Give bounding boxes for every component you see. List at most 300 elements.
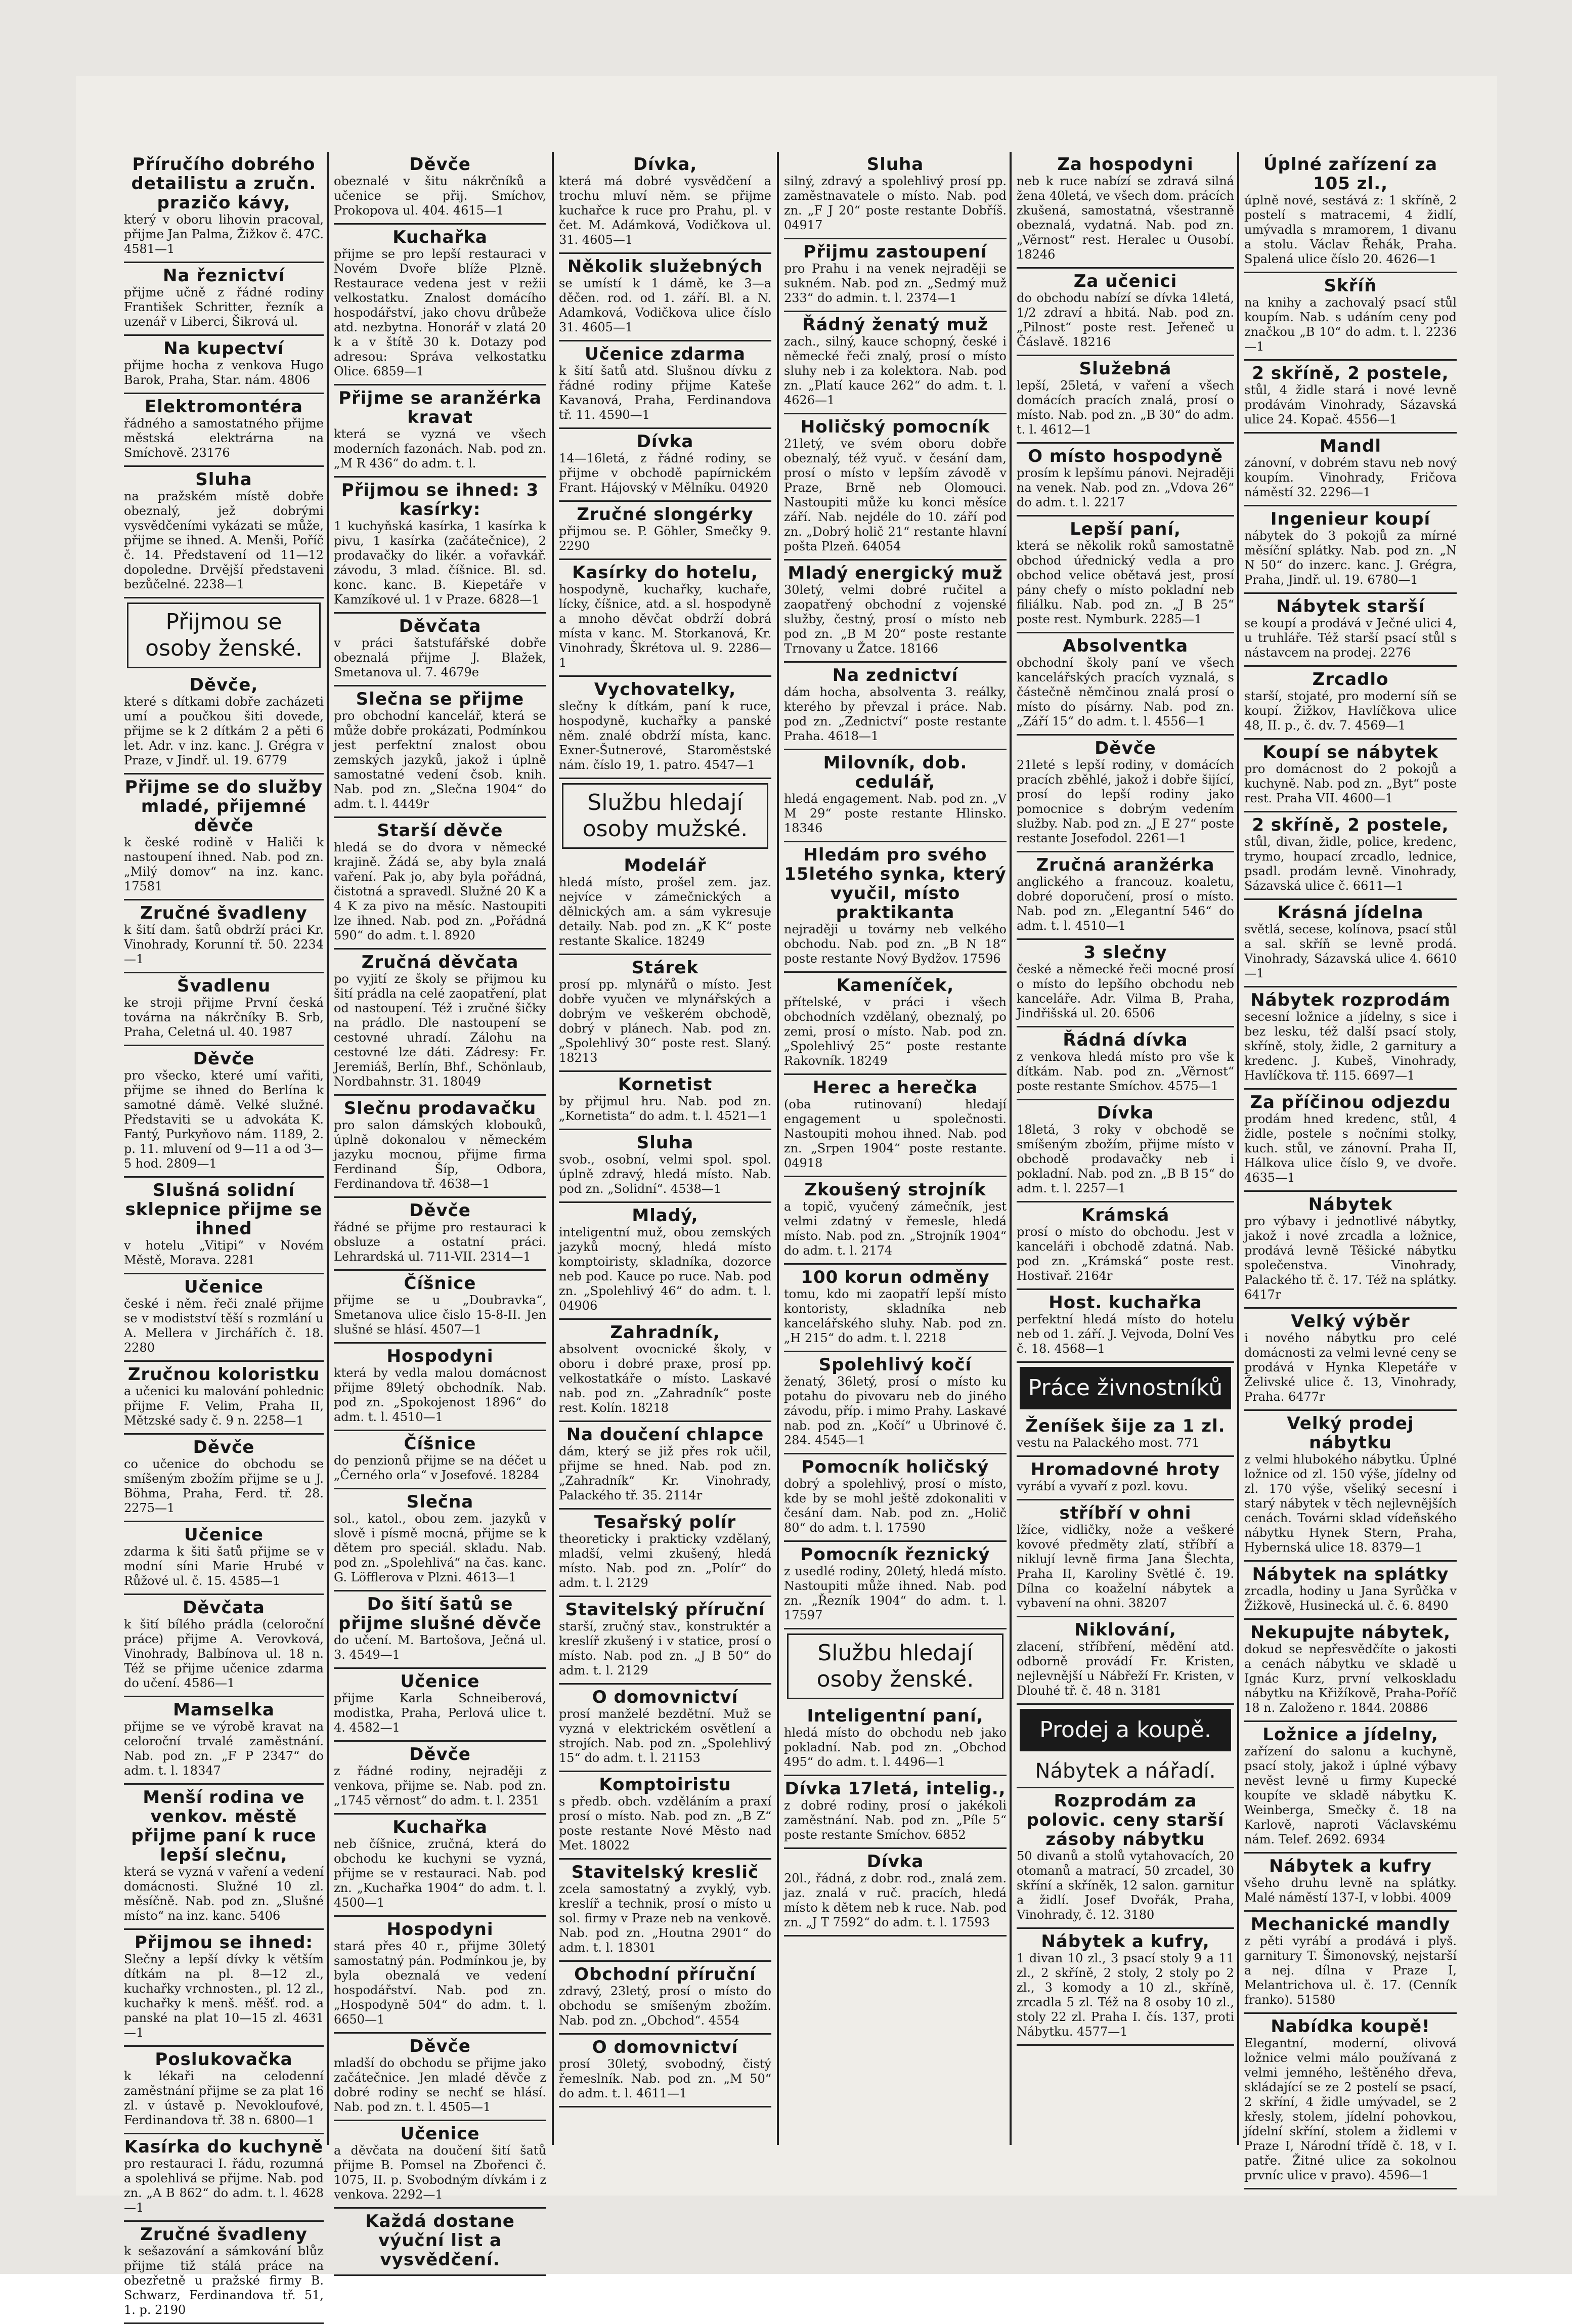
ad-title: Několik služebných	[567, 256, 763, 277]
ad-title: Lepší paní,	[1070, 519, 1181, 539]
classified-ad	[124, 2222, 324, 2324]
classified-ad	[334, 152, 546, 225]
ad-title: Inteligentní paní,	[807, 1706, 984, 1726]
ad-title: Tesařský polír	[594, 1512, 736, 1532]
classified-ad	[559, 1510, 771, 1597]
ad-title: Učenice	[184, 1277, 264, 1297]
ad-body: řádné se přijme pro restauraci k obsluze a ostatní práci. Lehrardská ul. 711-VII. 2314—1	[334, 1220, 546, 1264]
classified-ad	[1244, 1620, 1457, 1722]
ad-body: absolvent ovocnické školy, v oboru i dobré praxe, prosí pp. velkostatkáře o místo. Laskavé nab. pod zn. „Zahradník“ poste rest. Kolín. 18218	[559, 1342, 771, 1415]
classified-ad	[334, 1271, 546, 1344]
ad-body: pro výbavy i jednotlivé nábytky, jakož i nové zrcadla a ložnice, prodává levně Těšické nábytku společenstva. Vinohrady, Palackého tř. č. 17. Též na splátky. 6417r	[1244, 1214, 1457, 1302]
ad-title: Učenice	[184, 1525, 264, 1545]
classified-ad	[334, 2209, 546, 2276]
classified-ad	[559, 254, 771, 341]
ad-body: po vyjití ze školy se přijmou ku šití prádla na celé zaopatření, plat od nastoupení. Též i zručné šičky na prádlo. Dle nastoupení se cestovné uhradí. Zálohu na cestovné lze dáti. Zádresy: Fr. Jeremiáš, Berlín, Bhf., Schönlaub, Nordbahnstr. 31. 18049	[334, 972, 546, 1089]
ad-title: Děvče,	[189, 675, 258, 695]
ad-title: Vychovatelky,	[594, 679, 736, 700]
ad-body: pro Prahu i na venek nejraději se sukném. Nab. pod zn. „Sedmý muž 233“ do admin. t. l. 2374—1	[784, 262, 1007, 305]
ad-body: hledá místo, prošel zem. jaz. nejvíce v zámečnických a dělnických am. a sám vykresuje detaily. Nab. pod zn. „K K“ poste restante Skalice. 18249	[559, 875, 771, 948]
classified-ad	[334, 1096, 546, 1198]
ad-title: Dívka 17letá, intelig.,	[784, 1779, 1006, 1799]
ad-body: ženatý, 36letý, prosí o místo ku potahu do pivovaru neb do jiného závodu, příp. i mimo Prahy. Laskavé nab. pod zn. „Kočí“ u Ubrinové č. 284. 4545—1	[784, 1374, 1007, 1447]
classified-ad	[334, 1917, 546, 2034]
ad-body: se koupí a prodává v Ječné ulici 4, u truhláře. Též starší psací stůl s nástavcem na prodej. 2276	[1244, 616, 1457, 660]
ad-body: nejraději u továrny neb velkého obchodu. Nab. pod zn. „B N 18“ poste restante Nový Bydžov. 17596	[784, 922, 1007, 966]
classified-ad	[124, 900, 324, 973]
ad-title: Modelář	[624, 855, 707, 876]
classified-ad	[559, 677, 771, 779]
classified-ad	[124, 1178, 324, 1274]
classified-ad	[1017, 517, 1234, 633]
ad-title: Stavitelský příruční	[565, 1600, 765, 1620]
classified-ad	[559, 341, 771, 429]
classified-ad	[784, 1352, 1007, 1454]
classified-ad	[559, 2035, 771, 2107]
ad-title: Přijme se do služby mladé, přijemné děvče	[124, 777, 323, 836]
classified-ad	[334, 1742, 546, 1815]
section-heading: Službu hledají osoby ženské.	[787, 1633, 1003, 1699]
ad-body: hospodyně, kuchařky, kuchaře, lícky, číšnice, atd. a sl. hospodyně a mnoho děvčat obdrží dobrá místa v kanc. M. Storkanová, Kr. Vinohrady, Škrétova ul. 9. 2286—1	[559, 582, 771, 670]
classified-ad	[559, 1203, 771, 1320]
ad-title: Kuchařka	[392, 1817, 488, 1837]
classified-ad	[1244, 900, 1457, 987]
ad-title: Mechanické mandly	[1250, 1914, 1451, 1934]
ad-title: Ložnice a jídelny,	[1262, 1725, 1438, 1745]
ad-body: prosím k lepšímu pánovi. Nejraději na venek. Nab. pod zn. „Vdova 26“ do adm. t. l. 2217	[1017, 466, 1234, 509]
ad-body: neb číšnice, zručná, která do obchodu ke kuchyni se vyzná, přijme se v restauraci. Nab. pod zn. „Kuchařka 1904“ do adm. t. l. 4500—1	[334, 1837, 546, 1910]
ad-body: přijme učně z řádné rodiny František Schritter, řezník a uzenář v Liberci, Šikrová ul.	[124, 285, 324, 329]
ad-title: Na zednictví	[832, 665, 958, 685]
ad-body: silný, zdravý a spolehlivý prosí pp. zaměstnavatele o místo. Nab. pod zn. „F J 20“ poste restante Dobříš. 04917	[784, 174, 1007, 232]
ad-body: 14—16letá, z řádné rodiny, se přijme v obchodě papírnickém Frant. Hájovský v Mělníku. 04920	[559, 451, 771, 495]
ad-title: Holičský pomocník	[800, 417, 990, 437]
ad-title: Přijmou se ihned: 3 kasírky:	[341, 480, 539, 520]
classified-ad	[334, 1431, 546, 1489]
classified-ad	[334, 818, 546, 950]
ad-title: Učenice	[400, 1671, 480, 1692]
column-rule	[777, 152, 779, 2145]
column-rule	[552, 152, 554, 2145]
ad-title: Švadlenu	[177, 976, 271, 996]
ad-title: Absolventka	[1062, 636, 1189, 656]
ad-body: a topič, vyučený zámečník, jest velmi zdatný v řemesle, hledá místo. Nab. pod zn. „Strojník 1904“ do adm. t. l. 2174	[784, 1199, 1007, 1258]
ad-title: Sluha	[636, 1133, 694, 1153]
ad-title: Stavitelský kreslič	[571, 1862, 759, 1882]
ad-title: Hospodyni	[386, 1346, 494, 1366]
classified-ad	[559, 1597, 771, 1685]
ad-title: Děvčata	[183, 1598, 265, 1618]
ad-body: pro domácnost do 2 pokojů a kuchyně. Nab. pod zn. „Byt“ poste rest. Praha VII. 4600—1	[1244, 762, 1457, 805]
ad-body: k sešazování a sámkování blůz přijme tiž stálá práce na obezřetně u pražské firmy B. Schwarz, Ferdinandova tř. 51, 1. p. 2190	[124, 2244, 324, 2317]
classified-ad	[1017, 1027, 1234, 1100]
classified-ad	[334, 1591, 546, 1669]
ad-body: perfektní hledá místo do hotelu neb od 1. září. J. Vejvoda, Dolní Ves č. 18. 4568—1	[1017, 1312, 1234, 1356]
ad-title: Na doučení chlapce	[566, 1425, 764, 1445]
classified-ad	[1017, 269, 1234, 356]
classified-ad	[124, 1595, 324, 1697]
classified-ad	[124, 1697, 324, 1785]
ad-title: Skříň	[1324, 276, 1377, 296]
classified-ad	[559, 1962, 771, 2035]
ad-body: mladší do obchodu se přijme jako začátečnice. Jen mladé děvče z dobré rodiny se nechť se hlásí. Nab. pod zn. t. l. 4505—1	[334, 2056, 546, 2114]
ad-body: z usedlé rodiny, 20letý, hledá místo. Nastoupiti může ihned. Nab. pod zn. „Řezník 1904“ do adm. t. l. 17597	[784, 1564, 1007, 1622]
ad-body: hledá engagement. Nab. pod zn. „V M 29“ poste restante Hlinsko. 18346	[784, 792, 1007, 835]
ad-body: z dobré rodiny, prosí o jakékoli zaměstnání. Nab. pod zn. „Píle 5“ poste restante Smíchov. 6852	[784, 1798, 1007, 1842]
ad-title: Velký prodej nábytku	[1287, 1413, 1414, 1453]
ad-title: Krásná jídelna	[1277, 902, 1424, 923]
ad-title: Poslukovačka	[155, 2049, 293, 2070]
ad-body: 18letá, 3 roky v obchodě se smíšeným zbožím, přijme místo v obchodě prodavačky neb i pokladní. Nab. pod zn. „B B 15“ do adm. t. l. 2257—1	[1017, 1123, 1234, 1195]
ad-body: do učení. M. Bartošova, Ječná ul. 3. 4549—1	[334, 1633, 546, 1662]
ad-title: Nabídka koupě!	[1271, 2016, 1430, 2037]
classified-ad	[1244, 2014, 1457, 2189]
classified-ad	[1017, 1457, 1234, 1500]
ad-title: Zahradník,	[610, 1322, 720, 1343]
ad-body: který v oboru lihovin pracoval, přijme Jan Palma, Žižkov č. 47C. 4581—1	[124, 212, 324, 256]
ad-title: Děvče	[193, 1049, 255, 1069]
ad-title: Děvče	[409, 1744, 471, 1764]
ad-title: Kameníček,	[836, 975, 954, 996]
ad-body: zdarma k šiti šatů přijme se v modní síni Marie Hrubé v Růžové ul. č. 15. 4585—1	[124, 1544, 324, 1588]
ad-title: Řádný ženatý muž	[802, 315, 988, 335]
ad-body: 1 divan 10 zl., 3 psací stoly 9 a 11 zl., 2 skříně, 2 stoly, 2 stoly po 2 zl., 3 komody a 10 zl., skříně, zrcadla 5 zl. Též na 8 osoby 10 zl., stoly 22 zl. Praha I. čís. 137, proti Nábytku. 4577—1	[1017, 1951, 1234, 2039]
ad-body: všeho druhu levně na splátky. Malé náměstí 137-I, v lobbi. 4009	[1244, 1876, 1457, 1905]
ad-body: přijme Karla Schneiberová, modistka, Praha, Perlová ulice t. 4. 4582—1	[334, 1691, 546, 1735]
ad-title: O domovnictví	[592, 2037, 738, 2057]
classified-ad	[124, 2134, 324, 2222]
ad-body: 20l., řádná, z dobr. rod., znalá zem. jaz. znalá v ruč. pracích, hledá místo k dětem neb k ruce. Nab. pod zn. „J T 7592“ do adm. t. l. 17593	[784, 1871, 1007, 1929]
classified-ad	[334, 1669, 546, 1742]
classified-ad	[1017, 633, 1234, 736]
classified-ad	[559, 1860, 771, 1962]
ad-body: hledá místo do obchodu neb jako pokladní. Nab. pod zn. „Obchod 495“ do adm. t. l. 4496—1	[784, 1726, 1007, 1769]
classified-ad	[1244, 1722, 1457, 1854]
column-1	[124, 152, 324, 2317]
classified-ad	[559, 955, 771, 1072]
ad-body: zdravý, 23letý, prosí o místo do obchodu se smíšeným zbožím. Nab. pod zn. „Obchod“. 4554	[559, 1984, 771, 2028]
ad-body: k české rodině v Haliči k nastoupení ihned. Nab. pod zn. „Milý domov“ na inz. kanc. 17581	[124, 835, 324, 893]
ad-body: sol., katol., obou zem. jazyků v slově i písmě mocná, přijme se k dětem pro speciál. skladu. Nab. pod zn. „Spolehlivá“ na čas. kanc. G. Löfflerova v Plzni. 4613—1	[334, 1512, 546, 1584]
ad-title: Nábytek	[1308, 1194, 1393, 1215]
ad-body: která se několik roků samostatně obchod úřednický vedla a pro obchod velice obětavá jest, prosí pány chefy o místo pokladní neb filiálku. Nab. pod zn. „J B 25“ poste rest. Nymburk. 2285—1	[1017, 539, 1234, 626]
ad-body: na knihy a zachovalý psací stůl koupím. Nab. s udáním ceny pod značkou „B 10“ do adm. t. l. 2236—1	[1244, 295, 1457, 354]
classified-ad	[784, 312, 1007, 414]
classified-ad	[124, 336, 324, 394]
ad-title: Zrcadlo	[1312, 669, 1389, 690]
ad-title: Velký výběr	[1291, 1311, 1410, 1331]
classified-ad	[1244, 1090, 1457, 1192]
classified-ad	[784, 973, 1007, 1075]
classified-ad	[334, 614, 546, 686]
ad-body: starší, zručný stav., konstruktér a kreslíř zkušený i v statice, prosí o místo. Nab. pod zn. „J B 50“ do adm. t. l. 2129	[559, 1619, 771, 1677]
ad-body: která se vyzná ve všech moderních fazonách. Nab. pod zn. „M R 436“ do adm. t. l.	[334, 427, 546, 470]
ad-body: která by vedla malou domácnost přijme 89letý obchodník. Nab. pod zn. „Spokojenost 1896“ do adm. t. l. 4510—1	[334, 1366, 546, 1424]
ad-body: řádného a samostatného přijme městská elektrárna na Smíchově. 23176	[124, 416, 324, 460]
ad-title: Zručná aranžérka	[1036, 855, 1215, 875]
classified-ad	[784, 750, 1007, 842]
ad-body: lžíce, vidličky, nože a veškeré kovové předměty zlatí, stříbří a niklují levně firma Jana Šlechta, Praha II, Karoliny Světlé č. 19. Dílna co koaželní nábytek a vybavení na ohni. 38207	[1017, 1523, 1234, 1610]
ad-body: nábytek do 3 pokojů za mírné měsíční splátky. Nab. pod zn. „N N 50“ do inzerc. kanc. J. Grégra, Praha, Jindř. ul. 19. 6780—1	[1244, 529, 1457, 587]
ad-body: inteligentní muž, obou zemských jazyků mocný, hledá místo komptoiristy, skladníka, dozorce neb pod. Kauce po ruce. Nab. pod zn. „Spolehlivý 46“ do adm. t. l. 04906	[559, 1225, 771, 1313]
ad-body: neb k ruce nabízí se zdravá silná žena 40letá, ve všech dom. prácích zkušená, samostatná, všestranně obeznalá, vydatná. Nab. pod zn. „Věrnost“ rest. Heralec u Ousobí. 18246	[1017, 174, 1234, 262]
classified-ad	[334, 385, 546, 478]
ad-body: která má dobré vysvědčení a trochu mluví něm. se přijme kuchařce k ruce pro Prahu, pl. v čet. M. Adámková, Vodičkova ul. 31. 4605—1	[559, 174, 771, 247]
ad-title: Na kupectví	[163, 338, 284, 359]
classified-ad	[559, 1685, 771, 1772]
ad-title: Učenice	[400, 2124, 480, 2144]
ad-title: Starší děvče	[377, 821, 503, 841]
ad-title: 2 skříně, 2 postele,	[1252, 363, 1449, 383]
classified-ad	[559, 429, 771, 502]
ad-title: Dívka,	[633, 154, 697, 175]
ad-title: Rozprodám za polovic. ceny starší zásoby nábytku	[1026, 1791, 1225, 1849]
ad-body: v práci šatstufářské dobře obeznalá přijme J. Blažek, Smetanova ul. 7. 4679e	[334, 636, 546, 679]
section-heading: Službu hledají osoby mužské.	[562, 783, 768, 849]
ad-title: O místo hospodyně	[1028, 446, 1223, 466]
classified-ad	[334, 2034, 546, 2121]
classified-ad	[1017, 1617, 1234, 1705]
classified-ad	[334, 1815, 546, 1917]
ad-body: české i něm. řeči znalé přijme se v modistství těší s rozmlání u A. Mellera v Jirchářích č. 18. 2280	[124, 1297, 324, 1355]
ad-body: v hotelu „Vitipi“ v Novém Městě, Morava. 2281	[124, 1238, 324, 1267]
classified-ad	[334, 1489, 546, 1591]
ad-body: na pražském místě dobře obeznalý, jež dobrými vysvědčeními vykázati se může, přijme se ihned. A. Menši, Poříč č. 14. Představení od 11—12 dopoledne. Drvější představeni bezůčelné. 2238—1	[124, 489, 324, 591]
ad-body: Elegantní, moderní, olivová ložnice velmi málo používaná z velmi jemného, leštěného dřeva, skládající se ze 2 postelí se psací, 2 skříní, 4 židle umývadel, se 2 křesly, stolem, jídelní pohovkou, jídelní skříní, stolem a židlemi v Praze I, Národní třídě č. 18, v I. patře. Žitné ulice za sokolnou prvníc ulice v pravo). 4596—1	[1244, 2036, 1457, 2182]
ad-title: Za hospodyni	[1057, 154, 1194, 175]
column-rule	[1010, 152, 1012, 2145]
classified-ad	[559, 560, 771, 677]
classified-ad	[784, 1454, 1007, 1542]
ad-title: Číšnice	[404, 1273, 476, 1294]
ad-title: Za učenici	[1073, 271, 1177, 291]
ad-body: 50 divanů a stolů vytahovacích, 20 otomanů a matrací, 50 zrcadel, 30 skříní a skříněk, 12 salon. garnitur a židlí. Josef Dvořák, Praha, Vinohrady, č. 12. 3180	[1017, 1849, 1234, 1922]
ad-body: 21letý, ve svém oboru dobře obeznalý, též vyuč. v česání dam, prosí o místo v lepším závodě v Praze, Brně neb Olomouci. Nastoupiti může ku konci měsíce září. Nab. nejdéle do 10. září pod zn. „Dobrý holič 21“ restante hlavní pošta Plzeň. 64054	[784, 437, 1007, 553]
ad-title: Dívka	[866, 1852, 924, 1872]
ad-body: dám hocha, absolventa 3. reálky, kterého by převzal i práce. Nab. pod zn. „Zednictví“ poste restante Praha. 4618—1	[784, 685, 1007, 743]
classified-ad	[124, 152, 324, 263]
ad-body: přijme se ve výrobě kravat na celoroční trvalé zaměstnání. Nab. pod zn. „F P 2347“ do adm. t. l. 18347	[124, 1719, 324, 1778]
ad-title: Host. kuchařka	[1049, 1293, 1202, 1313]
classified-ad	[124, 973, 324, 1046]
ad-title: Kornetist	[618, 1074, 713, 1095]
classified-ad	[1017, 1202, 1234, 1290]
classified-ad	[1244, 1562, 1457, 1620]
classified-ad	[784, 1265, 1007, 1352]
ad-title: Číšnice	[404, 1434, 476, 1454]
classified-ad	[334, 2121, 546, 2209]
ad-title: Obchodní příruční	[574, 1964, 756, 1985]
section-heading: Práce živnostníků	[1020, 1367, 1231, 1409]
ad-body: prosí manželé bezdětní. Muž se vyzná v elektrickém osvětlení a strojích. Nab. pod zn. „Spolehlivý 15“ do adm. t. l. 21153	[559, 1707, 771, 1765]
ad-body: vyrábí a vyvaří z pozl. kovu.	[1017, 1479, 1188, 1493]
ad-body: (oba rutinovaní) hledají engagement u společnosti. Nastoupiti mohou ihned. Nab. pod zn. „Srpen 1904“ poste restante. 04918	[784, 1097, 1007, 1170]
classified-ad	[1017, 1929, 1234, 2046]
classified-ad	[559, 1772, 771, 1860]
ad-body: ke stroji přijme První česká továrna na nákrčníky B. Srb, Praha, Celetná ul. 40. 1987	[124, 996, 324, 1039]
ad-title: Pomocník holičský	[801, 1457, 989, 1477]
ad-title: Hospodyni	[386, 1919, 494, 1940]
classified-ad	[124, 774, 324, 900]
classified-ad	[784, 1703, 1007, 1776]
ad-title: Zručné švadleny	[140, 903, 308, 923]
ad-body: která se vyzná v vaření a vedení domácnosti. Služné 10 zl. měsíčně. Nab. pod zn. „Slušné místo“ na inz. kanc. 5406	[124, 1865, 324, 1923]
classified-ad	[124, 1785, 324, 1930]
ad-body: z řádné rodiny, nejraději z venkova, přijme se. Nab. pod zn. „1745 věrnost“ do adm. t. l. 2351	[334, 1764, 546, 1807]
classified-ad	[559, 152, 771, 254]
ad-body: zlacení, stříbření, mědění atd. odborně provádí Fr. Kristen, nejlevnější u Nábřeží Fr. Kristen, v Dlouhé tř. č. 48 n. 3181	[1017, 1640, 1234, 1698]
ad-title: 100 korun odměny	[801, 1267, 990, 1287]
classified-ad	[784, 1542, 1007, 1629]
ad-body: co učenice do obchodu se smíšeným zbožím přijme se u J. Böhma, Praha, Ferd. tř. 28. 2275—1	[124, 1457, 324, 1515]
classified-ad	[1244, 1309, 1457, 1411]
ad-body: zrcadla, hodiny u Jana Syrůčka v Žižkově, Husinecká ul. č. 6. 8490	[1244, 1584, 1457, 1613]
ad-title: Hledám pro svého 15letého synka, který vyučil, místo praktikanta	[784, 845, 1007, 923]
ad-body: prosí o místo do obchodu. Jest v kanceláři i obchodě zdatná. Nab. pod zn. „Krámská“ poste rest. Hostivař. 2164r	[1017, 1225, 1234, 1283]
ad-title: Děvče	[409, 154, 471, 175]
column-4	[784, 152, 1007, 2145]
ad-title: Děvče	[409, 2036, 471, 2056]
classified-ad	[1244, 594, 1457, 667]
classified-ad	[124, 1362, 324, 1435]
ad-body: zcela samostatný a zvyklý, vyb. kreslíř a technik, prosí o místo u sol. firmy v Praze neb na venkově. Nab. pod zn. „Houtna 2901“ do adm. t. l. 18301	[559, 1882, 771, 1955]
ad-title: Sluha	[866, 154, 924, 175]
classified-ad	[334, 686, 546, 818]
ad-body: a učenici ku malování pohlednic přijme F. Velim, Praha II, Mětzské sady č. 9 n. 2258—1	[124, 1384, 324, 1428]
ad-body: dám, který se již přes rok učil, přijme se hned. Nab. pod zn. „Zahradník“ Kr. Vinohrady, Palackého tř. 35. 2114r	[559, 1444, 771, 1502]
classified-ad	[1244, 434, 1457, 506]
classified-ad	[1017, 1290, 1234, 1363]
ad-title: O domovnictví	[592, 1687, 738, 1707]
classified-ad	[1244, 1854, 1457, 1912]
classified-ad	[1017, 444, 1234, 517]
subsection-heading: Nábytek a nářadí.	[1017, 1755, 1234, 1788]
ad-title: Kasírka do kuchyně	[124, 2137, 324, 2157]
ad-body: přijme se pro lepší restauraci v Novém Dvoře blíže Plzně. Restaurace vedena jest v režii velkostatku. Znalost domácího hospodářství, jako chovu drůbeže atd. nezbytna. Honorář v zlatá 20 k a v štítě 30 k. Dotazy pod adresou: Správa velkostatku Olice. 6859—1	[334, 247, 546, 378]
ad-title: Niklování,	[1074, 1620, 1176, 1640]
column-rule	[1237, 152, 1239, 2145]
ad-body: k šití dam. šatů obdrží práci Kr. Vinohrady, Korunní tř. 50. 2234—1	[124, 923, 324, 966]
section-heading: Přijmou se osoby ženské.	[127, 602, 321, 668]
classified-ad	[1017, 152, 1234, 269]
ad-title: Slečnu prodavačku	[343, 1098, 537, 1118]
classified-ad	[1017, 1413, 1234, 1457]
ad-body: přijme se u „Doubravka“, Smetanova ulice čislo 15-8-II. Jen slušné se hlásí. 4507—1	[334, 1293, 546, 1337]
classified-ad	[334, 478, 546, 614]
ad-body: zánovní, v dobrém stavu neb nový koupím. Vinohrady, Fričova náměstí 32. 2296—1	[1244, 456, 1457, 499]
ad-body: k lékaři na celodenní zaměstnání přijme se za plat 16 zl. v ústavě p. Nevokloufové, Ferdinandova tř. 38 n. 6800—1	[124, 2069, 324, 2127]
ad-title: Ingenieur koupí	[1270, 509, 1431, 529]
classified-ad	[784, 152, 1007, 239]
ad-body: secesní ložnice a jídelny, s sice i bez lesku, též další psací stoly, skříně, stoly, židle, 2 garnitury a kredenc. J. Kubeš, Vinohrady, Havlíčkova tř. 115. 6697—1	[1244, 1010, 1457, 1083]
column-5	[1017, 152, 1234, 2145]
ad-title: Ženíšek šije za 1 zl.	[1025, 1416, 1226, 1436]
ad-title: Zručné slongérky	[577, 504, 754, 525]
ad-title: Přijmou se ihned:	[134, 1932, 313, 1953]
ad-body: vestu na Palackého most. 771	[1017, 1436, 1200, 1450]
ad-title: Komptoiristu	[599, 1775, 731, 1795]
ad-title: Děvčata	[399, 616, 482, 636]
ad-body: stůl, 4 židle stará i nové levně prodávám Vinohrady, Sázavská ulice 24. Kopač. 4556—1	[1244, 383, 1457, 426]
ad-title: Mladý energický muž	[788, 563, 1003, 583]
ad-title: Slečna	[406, 1492, 474, 1512]
column-rule	[327, 152, 329, 2145]
classified-ad	[1017, 356, 1234, 444]
ad-title: Děvče	[193, 1437, 255, 1457]
ad-title: Přijmu zastoupení	[803, 242, 987, 262]
classified-ad	[1244, 1912, 1457, 2014]
ad-title: Slušná solidní sklepnice přijme se ihned	[125, 1180, 323, 1239]
ad-body: slečny k dítkám, paní k ruce, hospodyně, kuchařky a panské něm. znalé obdrží místa, kanc. Exner-Šutnerové, Staroměstské nám. číslo 19, 1. patro. 4547—1	[559, 699, 771, 772]
ad-body: zach., silný, kauce schopný, české i německé řeči znalý, prosí o místo sluhy neb i za kolektora. Nab. pod zn. „Platí kauce 262“ do adm. t. l. 4626—1	[784, 334, 1007, 407]
ad-body: k šití šatů atd. Slušnou dívku z řádné rodiny přijme Kateše Kavanová, Praha, Ferdinandova tř. 11. 4590—1	[559, 364, 771, 422]
ad-title: Za příčinou odjezdu	[1250, 1092, 1451, 1112]
ad-body: z pěti vyrábí a prodává i plyš. garnitury T. Šimonovský, nejstarší a nej. dílna v Praze I, Melantrichova ul. č. 17. (Cenník franko). 51580	[1244, 1934, 1457, 2007]
classified-ad	[559, 1320, 771, 1422]
classified-ad	[124, 672, 324, 774]
classified-ad	[1017, 736, 1234, 852]
classified-ad	[1017, 1500, 1234, 1617]
classified-ad	[1244, 1192, 1457, 1309]
ad-body: které s dítkami dobře zacházeti umí a poučkou šiti dovede, přijme se k 2 dítkám 2 a pěti 6 let. Adr. v inz. kanc. J. Grégra v Praze, v Jindř. ul. 19. 6779	[124, 695, 324, 767]
ad-title: stříbří v ohni	[1059, 1503, 1192, 1523]
ad-title: Sluha	[195, 469, 252, 490]
ad-title: Mandl	[1320, 436, 1381, 456]
ad-body: k šití bílého prádla (celoroční práce) přijme A. Verovková, Vinohrady, Balbínova ul. 18 n. Též se přijme učenice zdarma do učení. 4586—1	[124, 1617, 324, 1690]
ad-title: Kasírky do hotelu,	[572, 563, 758, 583]
ad-body: pro obchodní kancelář, která se může dobře prokázati, Podmínkou jest perfektní znalost obou zemských jazyků, jakož i úplně samostatné vedení čsob. knih. Nab. pod zn. „Slečna 1904“ do adm. t. l. 4449r	[334, 709, 546, 811]
classified-ad	[124, 1274, 324, 1362]
ad-body: prosí 30letý, svobodný, čistý řemeslník. Nab. pod zn. „M 50“ do adm. t. l. 4611—1	[559, 2057, 771, 2100]
ad-title: Nekupujte nábytek,	[1250, 1622, 1451, 1643]
ad-body: obeznalé v šitu nákrčníků a učenice se přij. Smíchov, Prokopova ul. 404. 4615—1	[334, 174, 546, 218]
classified-ad	[1244, 361, 1457, 434]
section-heading: Prodej a koupě.	[1020, 1709, 1231, 1751]
classified-ad	[559, 502, 771, 560]
ad-body: prosí pp. mlynářů o místo. Jest dobře vyučen ve mlynářských a dobrým ve veškerém obchodě, dobrý v plánech. Nab. pod zn. „Spolehlivý 30“ poste rest. Slaný. 18213	[559, 977, 771, 1065]
classified-ad	[334, 1198, 546, 1271]
ad-title: Pomocník řeznický	[800, 1544, 990, 1565]
classified-ad	[1244, 152, 1457, 273]
ad-body: světlá, secese, kolínova, psací stůl a sal. skříň se levně prodá. Vinohrady, Sázavská ulice 4. 6610—1	[1244, 922, 1457, 980]
ad-title: Zručnou koloristku	[127, 1364, 320, 1385]
ad-body: z velmi hlubokého nábytku. Úplné ložnice od zl. 150 výše, jídelny od zl. 170 výše, všeliký secesní i starý nábytek v těch nejlevnějších cenách. Továrni sklad vídeňského nábytku Hynek Stern, Praha, Hybernská ulice 18. 8379—1	[1244, 1452, 1457, 1555]
ad-body: do obchodu nabízí se dívka 14letá, 1/2 zdraví a hbitá. Nab. pod zn. „Pilnost“ poste rest. Jeřeneč u Čáslavě. 18216	[1017, 291, 1234, 349]
ad-title: Dívka	[1097, 1103, 1154, 1123]
classified-ad	[124, 1046, 324, 1178]
classified-ad	[1244, 740, 1457, 812]
classified-ad	[559, 1422, 771, 1510]
ad-body: úplně nové, sestává z: 1 skříně, 2 postelí s matracemi, 4 židlí, umývadla s mramorem, 1 divanu a stolu. Václav Řehák, Praha. Spalená ulice číslo 20. 4626—1	[1244, 193, 1457, 266]
ad-title: Mladý,	[632, 1206, 698, 1226]
classified-ad	[124, 2047, 324, 2134]
ad-title: Spolehlivý kočí	[818, 1355, 972, 1375]
ad-title: Krámská	[1081, 1205, 1170, 1225]
classified-ad	[124, 1522, 324, 1595]
classified-ad	[784, 1075, 1007, 1177]
ad-title: Řádná dívka	[1063, 1030, 1188, 1050]
ad-title: Nábytek rozprodám	[1250, 990, 1451, 1010]
ad-body: svob., osobní, velmi spol. spol. úplně zdravý, hledá místo. Nab. pod zn. „Solidní“. 4538—1	[559, 1152, 771, 1196]
column-2	[334, 152, 546, 2270]
ad-title: Milovník, dob. cedulář,	[823, 753, 968, 792]
classified-ad	[784, 842, 1007, 973]
ad-title: Každá dostane výuční list a vysvědčení.	[365, 2211, 515, 2270]
ad-title: Nábytek a kufry,	[1041, 1931, 1210, 1952]
ad-body: pro salon dámských klobouků, úplně dokonalou v německém jazyku mocnou, přijme firma Ferdinand Šíp, Odbora, Ferdinandova tř. 4638—1	[334, 1118, 546, 1191]
classified-ad	[784, 1177, 1007, 1265]
ad-title: Kuchařka	[392, 227, 488, 247]
